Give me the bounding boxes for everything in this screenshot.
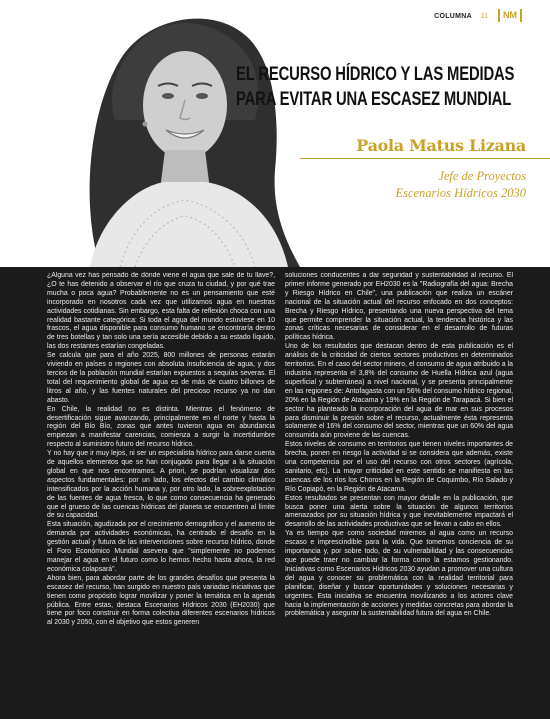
article-header (0, 0, 550, 267)
author-divider (300, 158, 550, 159)
paragraph: soluciones conducentes a dar seguridad y sustentabilidad al recurso. El primer informe generado por EH2030 es la "Radiografía del agua: Brecha y Riesgo Hídrico en Chile", una publicación que realiza un escáner nacional de la situación actual del recurso enfocado en dos conceptos: Brecha y Riesgo Hídrico, presentando una nueva perspectiva del tema que permite comprender la situación actual, la tendencia histórica y las zonas críticas necesarias de considerar en el desarrollo de futuras políticas hídrica. (285, 272, 513, 342)
article-title-line-1: EL RECURSO HÍDRICO Y LAS MEDIDAS (236, 64, 515, 85)
magazine-logo: NM (498, 9, 522, 22)
paragraph: En Chile, la realidad no es distinta. Mientras el fenómeno de desertificación sigue avanzando, principalmente en el norte y hasta la región del Bío Bío, zonas que antes tuvieron agua en abundancia empiezan a manifestar carencias, comienza a surgir la incertidumbre respecto al suministro futuro del recurso hídrico. (47, 405, 275, 449)
author-role-line-1: Jefe de Proyectos (438, 169, 526, 183)
author-name: Paola Matus Lizana (356, 136, 526, 155)
paragraph: Estos niveles de consumo en territorios que tienen niveles importantes de brecha, ponen en riesgo la actividad si se considera que además, existe una competencia por el uso del recurso con otros sectores (agrícola, sanitario, etc). La mayor criticidad en este sentido se manifiesta en las cuencas de los ríos los Choros en la Región de Coquimbo, Río Salado y Río Copiapó, en la Región de Atacama. (285, 441, 513, 493)
paragraph: Y no hay que ir muy lejos, ni ser un especialista hídrico para darse cuenta de aquellos elementos que se han conjugado para llegar a la situación global en que nos encontramos. A priori, se podrían visualizar dos aspectos fundamentales: por un lado, los efectos del cambio climático intensificados por la acción humana y, por otro lado, la sobreexplotación de las fuentes de agua fresca, lo que como consecuencia ha generado que el grueso de las cuencas hídricas del planeta se encuentren al límite de su capacidad. (47, 450, 275, 520)
paragraph: Uno de los resultados que destacan dentro de esta publicación es el análisis de la criticidad de ciertos sectores productivos en determinados territorios. En el caso del sector minero, el consumo de agua atribuido a la industria representa el 3,8% del consumo de Huella Hídrica azul (agua superficial y subterránea) a nivel nacional, y se presenta principalmente en las regiones de: Antofagasta con un 56% del consumo hídrico regional, 20% en la Región de Atacama y 19% en la Región de Tarapacá. Si bien el sector ha planteado la incorporación del agua de mar en sus procesos para disminuir la presión sobre el recurso, actualmente ésta representa solamente el 16% del consumo del sector, mientras que un 60% del agua consumida aún proviene de las cuencas. (285, 343, 513, 440)
article-column-right (285, 272, 513, 718)
paragraph: Esta situación, agudizada por el crecimiento demográfico y el aumento de demanda por actividades económicas, ha centrado el desafío en la gestión actual y futura de las intervenciones sobre recurso hídrico, donde el Foro Económico Mundial asevera que "simplemente no podemos manejar el agua en el futuro como lo hemos hecho hasta ahora, la red económica colapsará". (47, 521, 275, 573)
author-role-line-2: Escenarios Hídricos 2030 (395, 186, 526, 200)
paragraph: Se calcula que para el año 2025, 800 millones de personas estarán viviendo en países o regiones con absoluta insuficiencia de agua, y dos tercios de la población mundial estarían expuestos a sequías severas. El total del requerimiento global de agua es de más de cuatro billones de litros al año, y las fuentes naturales del precioso recurso ya no dan abasto. (47, 352, 275, 404)
page-number: 11 (480, 13, 488, 20)
article-title-line-2: PARA EVITAR UNA ESCASEZ MUNDIAL (236, 89, 512, 110)
paragraph: Ya es tiempo que como sociedad miremos al agua como un recurso escaso e imprescindible para la vida. Que tomemos conciencia de su importancia y, por sobre todo, de su vulnerabilidad y las consecuencias que puede traer no cambiar la forma como la estamos gestionando. Iniciativas como Escenarios Hídricos 2030 ayudan a promover una cultura del agua y conocer su problemática con la realidad territorial para planificar, diseñar y buscar oportunidades y soluciones necesarias y urgentes. Esta iniciativa se encuentra movilizando a los actores clave hacia la implementación de acciones y medidas concretas para abordar la problemática y asegurar la sustentabilidad futura del agua en Chile. (285, 530, 513, 618)
article-column-left (47, 272, 275, 718)
article-title (236, 62, 515, 112)
author-portrait (60, 0, 310, 267)
paragraph: Ahora bien, para abordar parte de los grandes desafíos que presenta la escasez del recurso, han surgido en nuestro país variadas iniciativas que tienen como propósito lograr movilizar y poner la temática en la agenda pública. Entre estas, destaca Escenarios Hídricos 2030 (EH2030) que tiene por foco construir en forma colectiva diferentes escenarios hídricos al 2030 y 2050, con el objetivo que estos generen (47, 574, 275, 627)
author-role (395, 168, 526, 202)
paragraph: ¿Alguna vez has pensado de dónde viene el agua que sale de tu llave?, ¿O te has detenido a observar el río que cruza tu ciudad, y por qué trae mucha o poca agua? Probablemente no es un pensamiento que esté incorporado en nosotros cada vez que utilizamos agua en nuestras actividades cotidianas. Sin embargo, esta falta de reflexión choca con una realidad bastante categórica: Si toda el agua del mundo estuviese en 10 frascos, el agua disponible para consumo humano se encontraría dentro de tres botellas y tan solo una sería accesible debido a su estado líquido, las dos restantes estarían congeladas. (47, 272, 275, 351)
paragraph: Estos resultados se presentan con mayor detalle en la publicación, que busca poner una alerta sobre la situación de algunos territorios amenazados por su situación hídrica y que inevitablemente impactará el desarrollo de las actividades productivas que se llevan a cabo en ellos. (285, 494, 513, 529)
section-label: COLUMNA (434, 13, 472, 20)
